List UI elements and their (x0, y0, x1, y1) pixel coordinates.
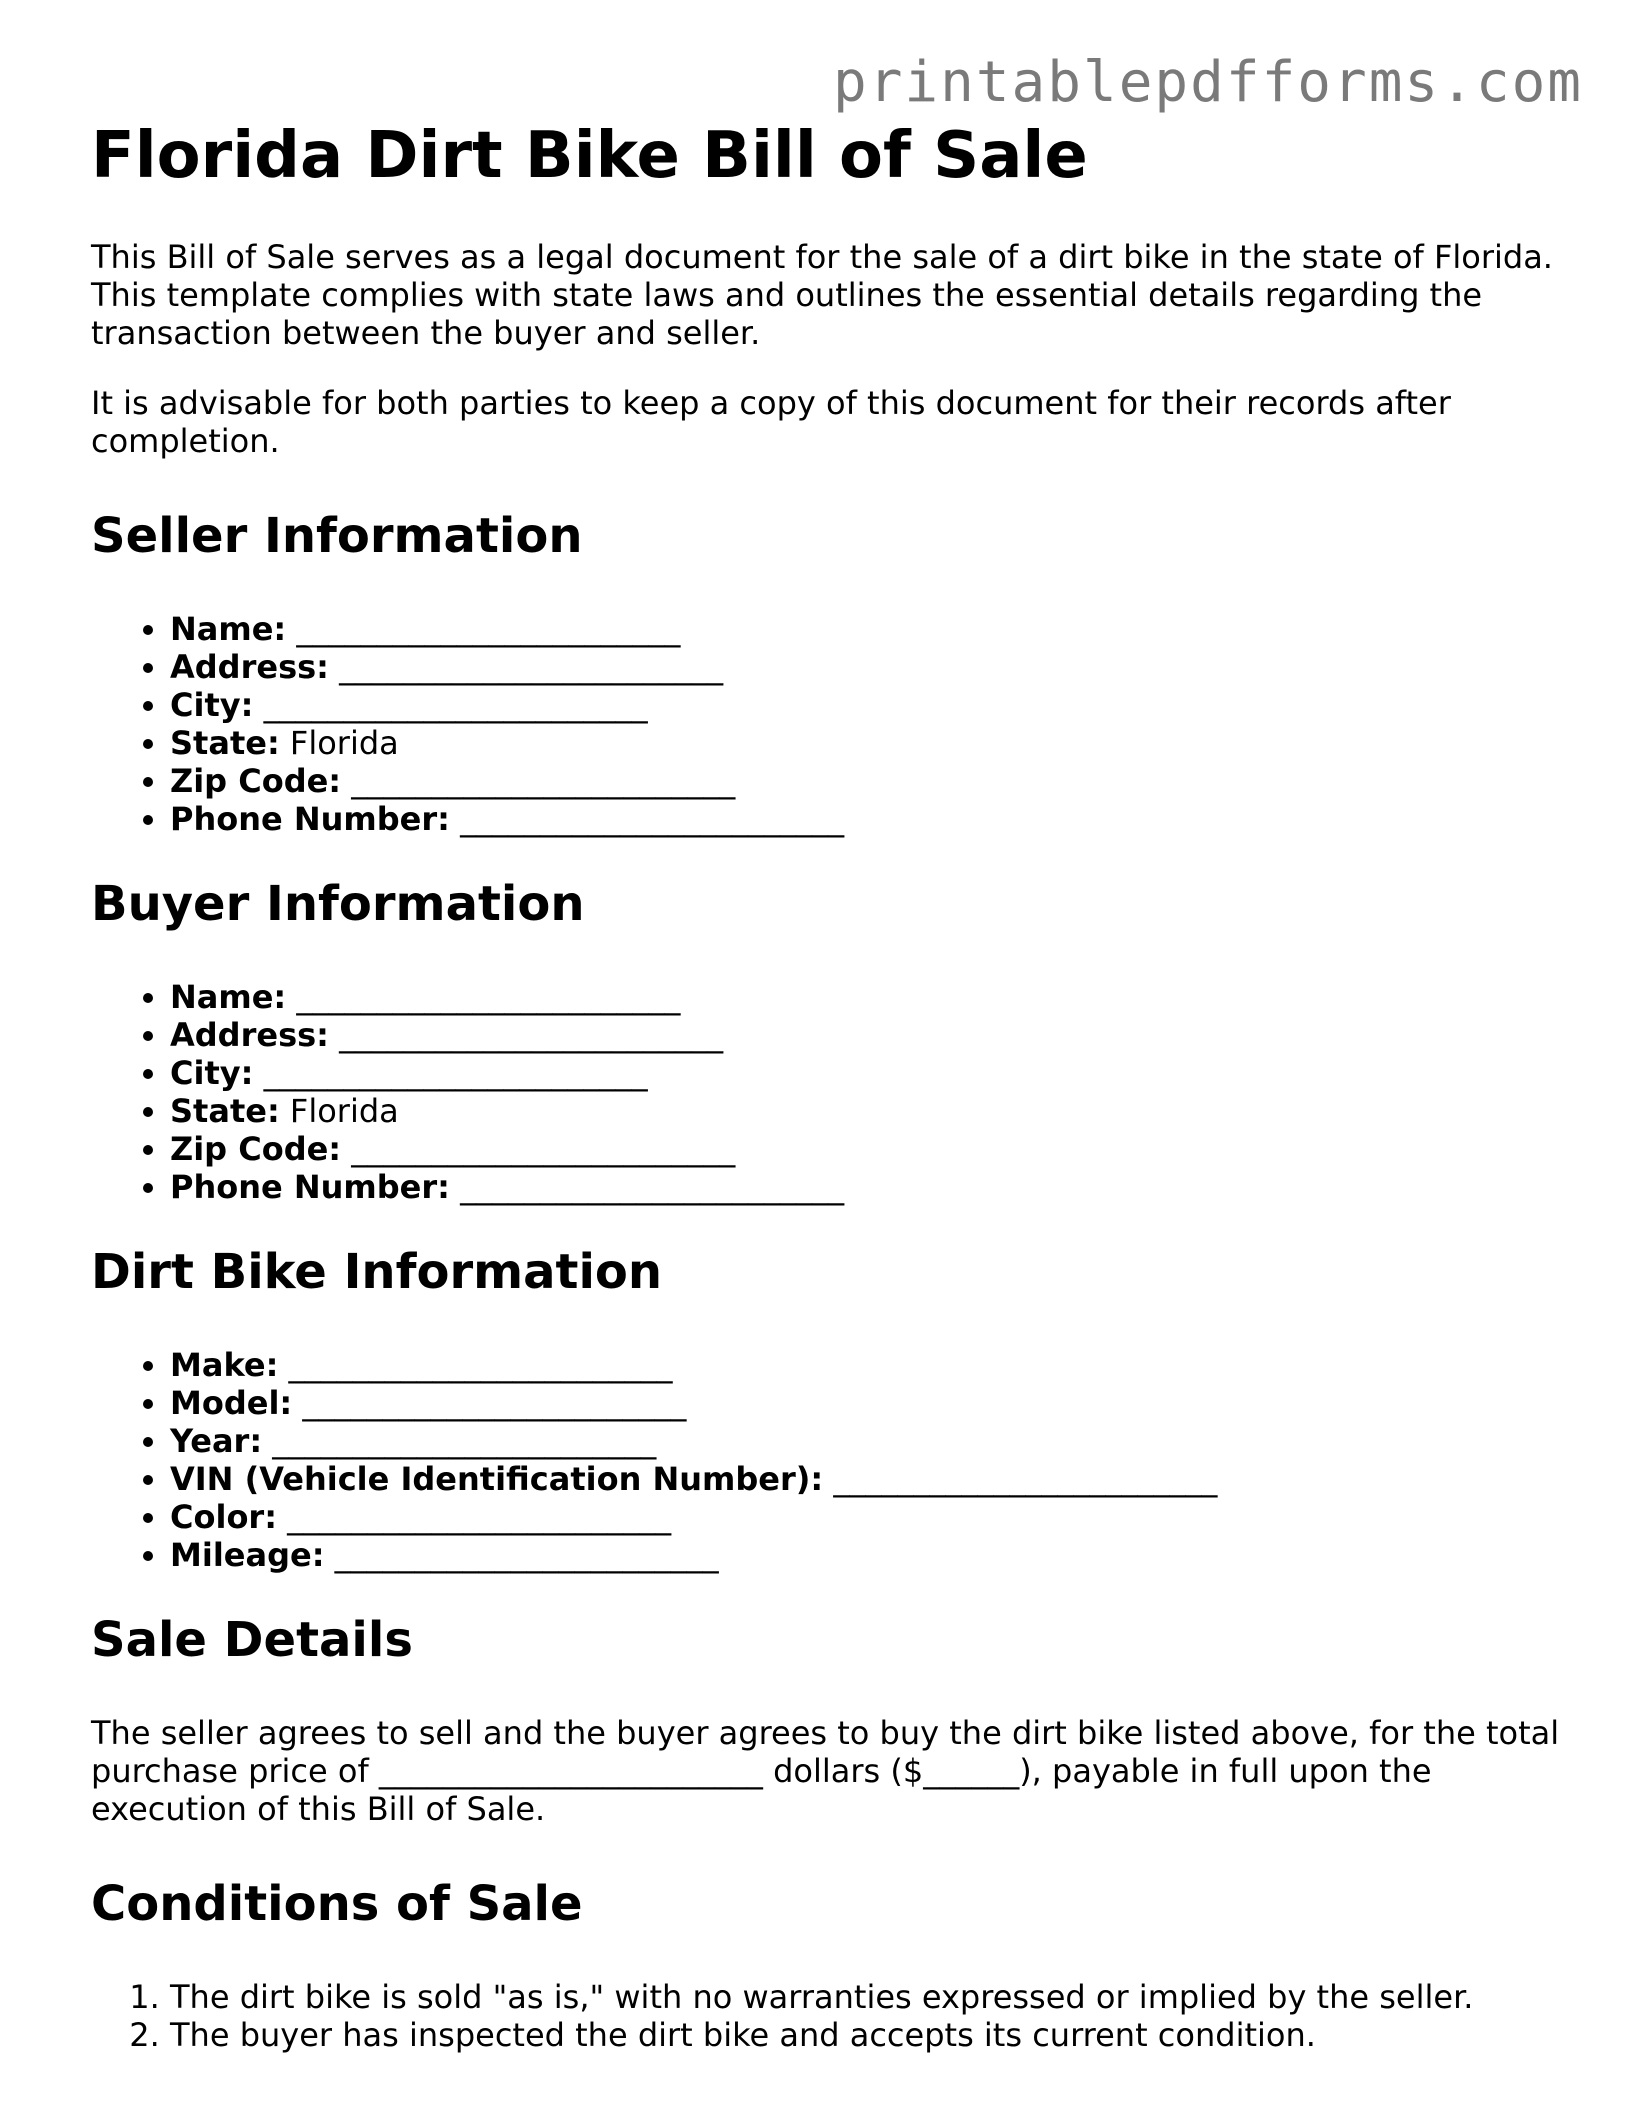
field-value: ________________________ (334, 1536, 719, 1574)
field-label: State: (170, 1092, 280, 1130)
document (91, 118, 1571, 2090)
list-item: 2. The buyer has inspected the dirt bike and accepts its current condition. (170, 2016, 1571, 2054)
field-label: Color: (170, 1498, 277, 1536)
seller-heading: Seller Information (91, 508, 583, 564)
field-label: Model: (170, 1384, 293, 1422)
field-label: Address: (170, 648, 329, 686)
field-value: ________________________ (351, 1130, 736, 1168)
field-label: Year: (170, 1422, 263, 1460)
field-value: ________________________ (296, 610, 681, 648)
field-label: VIN (Vehicle Identification Number): (170, 1460, 824, 1498)
list-item (170, 800, 1571, 838)
field-value: ________________________ (339, 648, 724, 686)
field-value: ________________________ (296, 978, 681, 1016)
field-value: ________________________ (460, 800, 845, 838)
watermark: printablepdfforms.com (832, 50, 1583, 115)
field-label: Mileage: (170, 1536, 325, 1574)
list-item (170, 1536, 1571, 1574)
field-value: Florida (289, 724, 399, 762)
field-label: Phone Number: (170, 800, 450, 838)
field-label: City: (170, 686, 254, 724)
field-value: ________________________ (263, 686, 648, 724)
list-item: 1. The dirt bike is sold "as is," with no warranties expressed or implied by the seller. (170, 1978, 1571, 2016)
field-label: Address: (170, 1016, 329, 1054)
bike-heading: Dirt Bike Information (91, 1244, 663, 1300)
field-value: ________________________ (339, 1016, 724, 1054)
field-value: ________________________ (833, 1460, 1218, 1498)
buyer-heading: Buyer Information (91, 876, 585, 932)
sale-paragraph: The seller agrees to sell and the buyer agrees to buy the dirt bike listed above, for the total purchase price of ________________________ dollars ($______), payable in full upon the execution of this Bill of Sale. (91, 1714, 1560, 1828)
field-label: Zip Code: (170, 1130, 342, 1168)
buyer-fields (91, 978, 1571, 1206)
field-value: ________________________ (288, 1346, 673, 1384)
field-value: ________________________ (460, 1168, 845, 1206)
list-item (170, 1168, 1571, 1206)
conditions-heading: Conditions of Sale (91, 1876, 583, 1932)
list-item (170, 1498, 1571, 1536)
list-item (170, 1016, 1571, 1054)
list-item (170, 1346, 1571, 1384)
field-label: City: (170, 1054, 254, 1092)
field-label: Make: (170, 1346, 279, 1384)
list-item (170, 1092, 1571, 1130)
intro-paragraph: It is advisable for both parties to keep a copy of this document for their records after completion. (91, 384, 1451, 460)
list-item (170, 762, 1571, 800)
field-label: Name: (170, 610, 287, 648)
list-item (170, 648, 1571, 686)
sale-heading: Sale Details (91, 1612, 413, 1668)
field-value: Florida (289, 1092, 399, 1130)
list-item (170, 724, 1571, 762)
list-item (170, 978, 1571, 1016)
field-label: Name: (170, 978, 287, 1016)
list-item (170, 1384, 1571, 1422)
field-value: ________________________ (351, 762, 736, 800)
list-item (170, 610, 1571, 648)
page-title: Florida Dirt Bike Bill of Sale (91, 119, 1088, 193)
bike-fields (91, 1346, 1571, 1574)
field-value: ________________________ (263, 1054, 648, 1092)
list-item (170, 1422, 1571, 1460)
list-item (170, 1130, 1571, 1168)
seller-fields (91, 610, 1571, 838)
conditions-list (91, 1978, 1571, 2054)
field-label: Zip Code: (170, 762, 342, 800)
field-label: State: (170, 724, 280, 762)
field-label: Phone Number: (170, 1168, 450, 1206)
list-item (170, 1054, 1571, 1092)
list-item (170, 1460, 1571, 1498)
field-value: ________________________ (287, 1498, 672, 1536)
field-value: ________________________ (302, 1384, 687, 1422)
list-item (170, 686, 1571, 724)
field-value: ________________________ (272, 1422, 657, 1460)
intro-paragraph: This Bill of Sale serves as a legal document for the sale of a dirt bike in the state of Florida. This template complies with state laws and outlines the essential details regarding the transaction between the buyer and seller. (91, 238, 1553, 352)
